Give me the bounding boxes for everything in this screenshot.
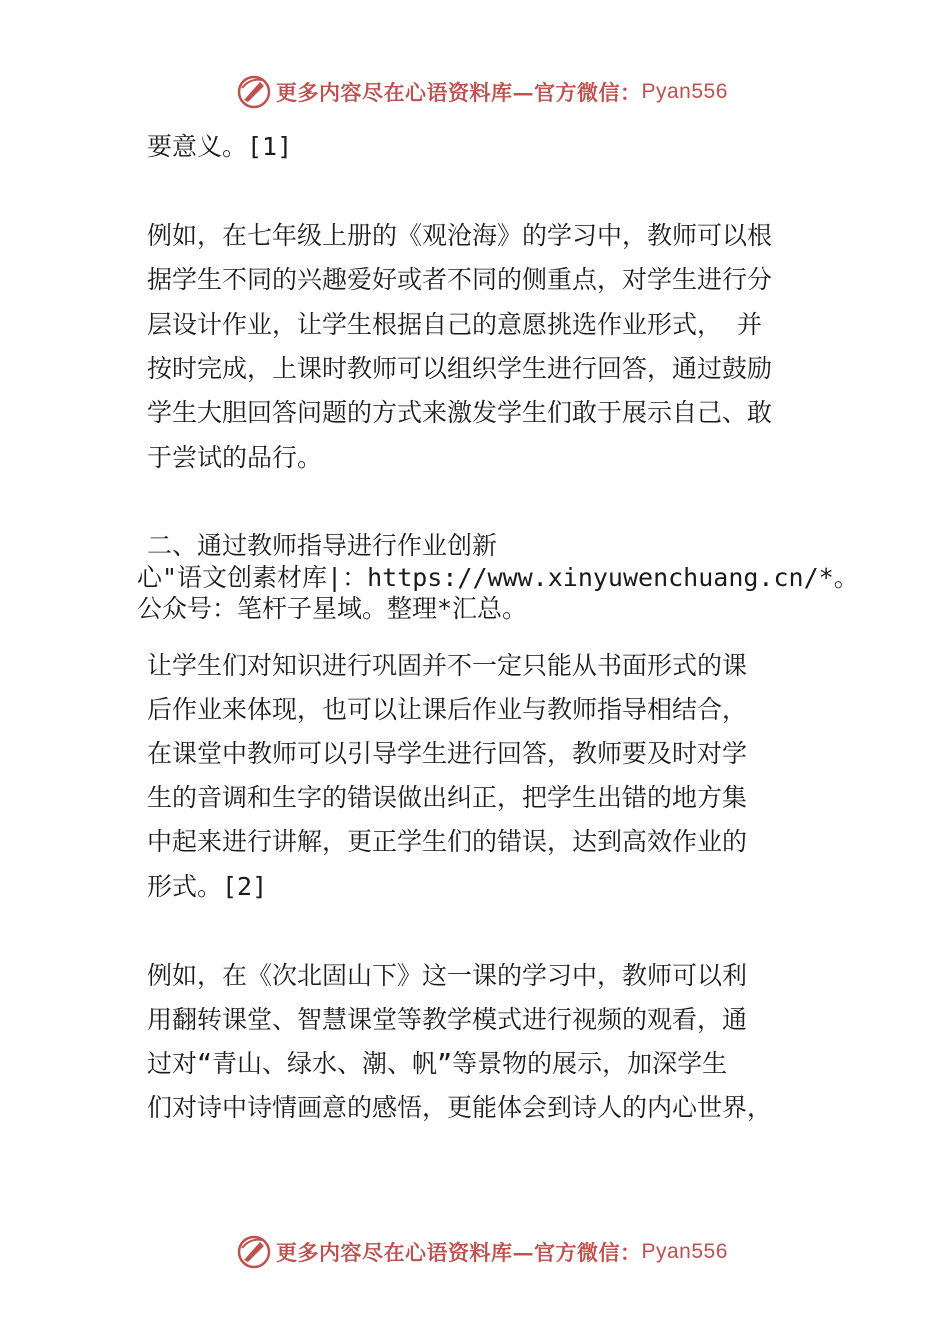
banner-text: 更多内容尽在心语资料库—官方微信：: [276, 1240, 642, 1265]
source-note-line: 心"语文创素材库|：https://www.xinyuwenchuang.cn/*。: [137, 563, 859, 592]
source-note-line: 公众号：笔杆子星域。整理*汇总。: [137, 594, 528, 623]
paragraph-line: 中起来进行讲解，更正学生们的错误，达到高效作业的: [147, 827, 748, 856]
paragraph-line: 于尝试的品行。: [147, 443, 323, 472]
paragraph-line: 让学生们对知识进行巩固并不一定只能从书面形式的课: [147, 651, 748, 680]
paragraph-line: 用翻转课堂、智慧课堂等教学模式进行视频的观看，通: [147, 1005, 748, 1034]
header-banner: [236, 72, 736, 112]
paragraph-line: 层设计作业，让学生根据自己的意愿挑选作业形式， 并: [147, 310, 763, 339]
footer-banner: [236, 1232, 736, 1272]
paragraph-line: 形式。[2]: [147, 872, 268, 901]
banner-wechat-id: Pyan556: [641, 80, 728, 103]
paragraph-line: 按时完成，上课时教师可以组织学生进行回答，通过鼓励: [147, 354, 773, 383]
paragraph-line: 后作业来体现，也可以让课后作业与教师指导相结合，: [147, 695, 748, 724]
paragraph-line: 例如，在七年级上册的《观沧海》的学习中，教师可以根: [147, 221, 773, 250]
banner-text: 更多内容尽在心语资料库—官方微信：: [276, 80, 642, 105]
pen-nib-logo-icon: [236, 1234, 272, 1270]
paragraph-line: 据学生不同的兴趣爱好或者不同的侧重点，对学生进行分: [147, 265, 773, 294]
banner-wechat-id: Pyan556: [641, 1240, 728, 1263]
paragraph-line: 在课堂中教师可以引导学生进行回答，教师要及时对学: [147, 739, 748, 768]
paragraph-line: 过对“青山、绿水、潮、帆”等景物的展示，加深学生: [147, 1049, 728, 1078]
paragraph-line: 要意义。[1]: [147, 132, 293, 161]
paragraph-line: 生的音调和生字的错误做出纠正，把学生出错的地方集: [147, 783, 748, 812]
paragraph-line: 例如，在《次北固山下》这一课的学习中，教师可以利: [147, 961, 748, 990]
paragraph-line: 学生大胆回答问题的方式来激发学生们敢于展示自己、敢: [147, 398, 773, 427]
section-heading: 二、通过教师指导进行作业创新: [147, 531, 498, 560]
pen-nib-logo-icon: [236, 74, 272, 110]
paragraph-line: 们对诗中诗情画意的感悟，更能体会到诗人的内心世界，: [147, 1093, 773, 1122]
